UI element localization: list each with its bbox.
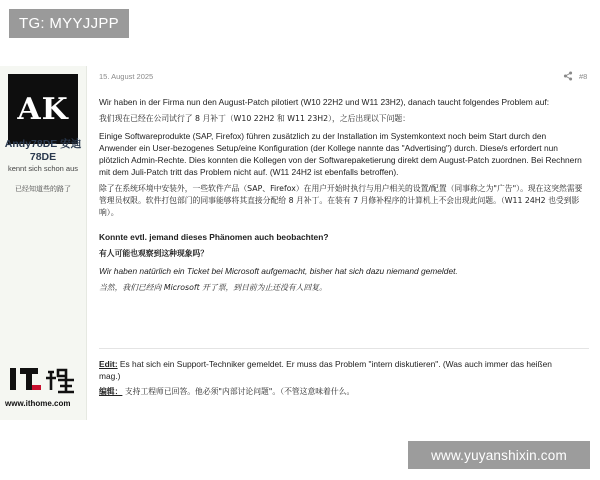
user-title-translation: 已经知道些的路了: [15, 185, 71, 193]
edit-label-zh: 编辑：: [99, 387, 123, 396]
paragraph-zh-2: 除了在系统环境中安装外，一些软件产品（SAP、Firefox）在用户开始时执行与用户相关的设置/配置（同事称之为"广告"）。现在这突然需要管理员权限。软件打包部门的同事能够将其直接分配给 8 月补丁。在装有 7 月修补程序的计算机上不会出现此问题。（W11 24H2 也受到影响）。: [99, 184, 583, 217]
edit-text-de: Es hat sich ein Support-Techniker gemeldet. Er muss das Problem "intern diskutieren". (Was auch immer das heißen mag.): [99, 359, 552, 381]
tg-badge: TG: MYYJJPP: [9, 9, 129, 38]
edit-divider: [99, 348, 589, 349]
edit-zh: [99, 386, 569, 398]
ithome-url: www.ithome.com: [5, 399, 71, 408]
paragraph-zh-1: 我们现在已经在公司试行了 8 月补丁（W10 22H2 和 W11 23H2），之后出现以下问题：: [99, 114, 410, 123]
question-de: Konnte evtl. jemand dieses Phänomen auch beobachten?: [99, 232, 329, 242]
post-date[interactable]: 15. August 2025: [99, 72, 154, 81]
ithome-logo-icon: [8, 366, 80, 396]
edit-label-de: Edit:: [99, 359, 118, 369]
edit-block: [99, 358, 569, 402]
note-zh: 当然，我们已经向 Microsoft 开了票，到目前为止还没有人回复。: [99, 283, 327, 292]
edit-de: [99, 358, 569, 382]
share-icon[interactable]: [563, 71, 573, 81]
post-content: [99, 66, 589, 420]
note-de: Wir haben natürlich ein Ticket bei Microsoft aufgemacht, bisher hat sich dazu niemand gemeldet.: [99, 266, 458, 276]
edit-text-zh: 支持工程师已回答。他必须"内部讨论问题"。（不管这意味着什么。: [122, 387, 355, 396]
paragraph-de-2: Einige Softwareprodukte (SAP, Firefox) führen zusätzlich zu der Installation im Systemkontext noch beim Start durch den Anwender ein User-bezogenes Setup/eine Konfiguration (der Kollege nannte das "Advertising") durch. Diese/s erfordert nun plötzlich Admin-Rechte. Dies konnten die Kollegen von der Softwarepaketierung direkt dem August-Patch zuordnen. Bei Rechnern mit dem Juli-Patch tritt das Problem nicht auf. (W11 24H2 ist ebenfalls betroffen).: [99, 131, 582, 177]
paragraph-de-1: Wir haben in der Firma nun den August-Patch pilotiert (W10 22H2 und W11 23H2), danach taucht folgendes Problem auf:: [99, 97, 550, 107]
forum-post: [0, 66, 600, 420]
user-sidebar: [0, 66, 87, 420]
watermark: www.yuyanshixin.com: [408, 441, 590, 469]
user-title: kennt sich schon aus: [7, 164, 79, 173]
question-zh: 有人可能也观察到这种现象吗？: [99, 249, 209, 258]
post-body: [99, 96, 584, 299]
post-number[interactable]: #8: [579, 72, 588, 81]
username-link[interactable]: Andy78DE 安迪 78DE: [4, 138, 82, 163]
avatar[interactable]: AK: [8, 74, 78, 144]
